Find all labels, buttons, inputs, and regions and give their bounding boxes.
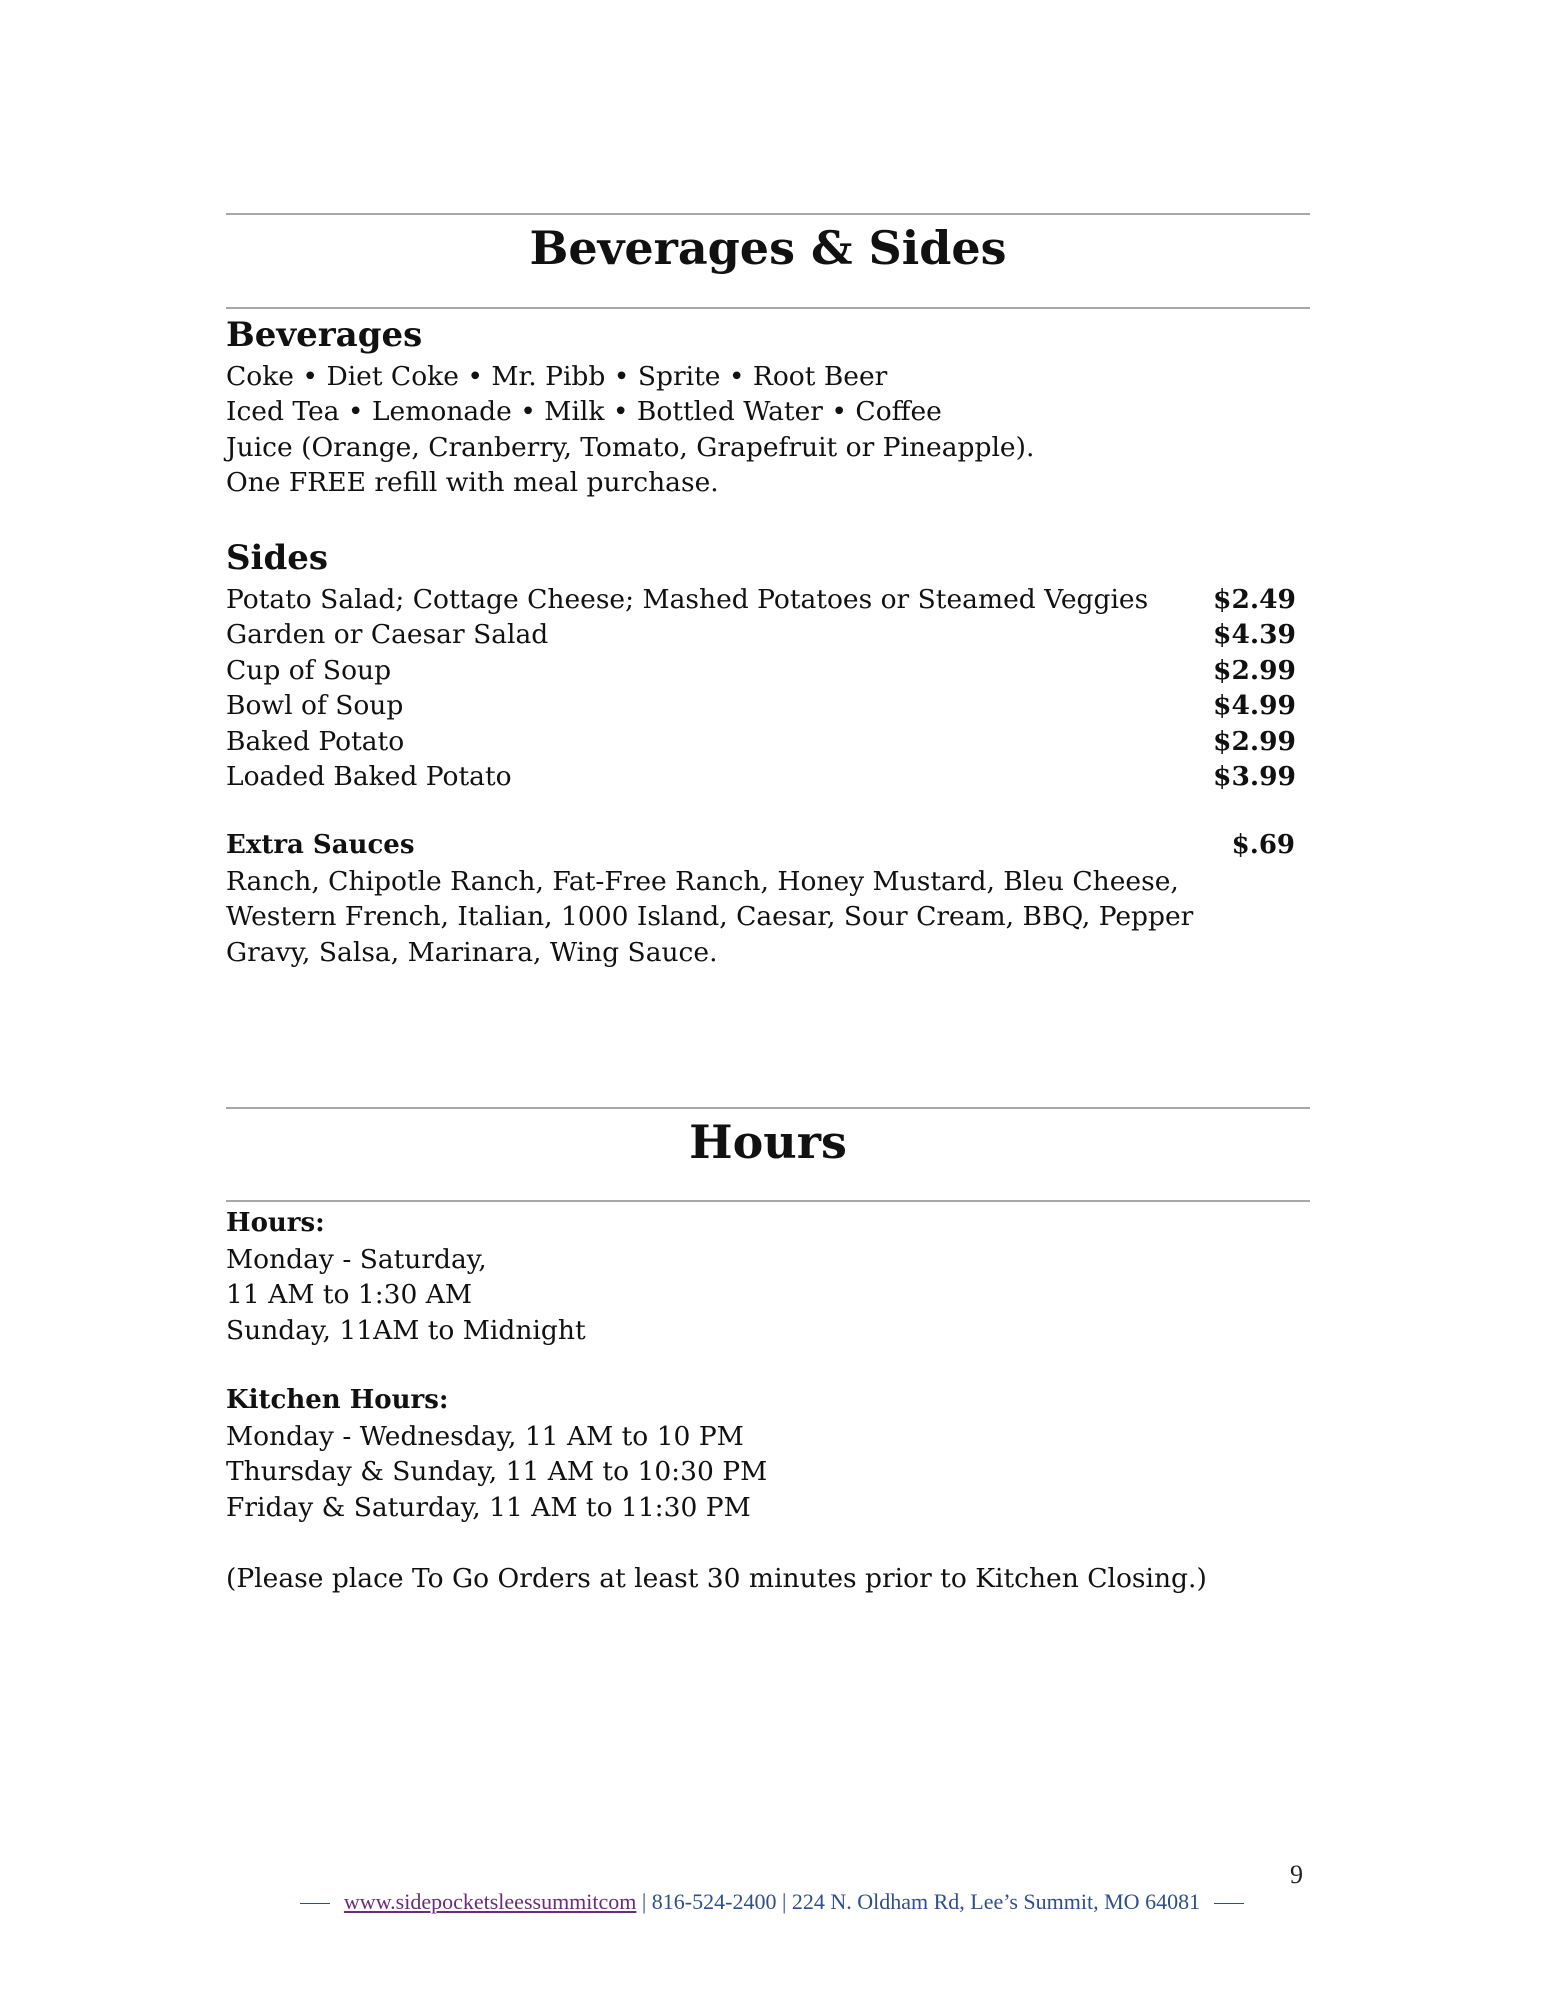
footer-dash: [300, 1903, 330, 1904]
kitchen-hours-line: Thursday & Sunday, 11 AM to 10:30 PM: [226, 1456, 768, 1488]
kitchen-hours-line: Friday & Saturday, 11 AM to 11:30 PM: [226, 1491, 751, 1523]
extra-sauces-heading: Extra Sauces: [226, 830, 415, 860]
kitchen-hours-heading: Kitchen Hours:: [226, 1385, 449, 1415]
section-title-hours: Hours: [689, 1115, 847, 1169]
item-name: Baked Potato: [226, 725, 405, 757]
item-name: Garden or Caesar Salad: [226, 619, 549, 651]
hours-line: Sunday, 11AM to Midnight: [226, 1314, 586, 1346]
item-price: $4.39: [1213, 619, 1296, 651]
sauce-line: Western French, Italian, 1000 Island, Caesar, Sour Cream, BBQ, Pepper: [226, 901, 1194, 933]
item-name: Bowl of Soup: [226, 690, 404, 722]
sides-list: [226, 582, 1326, 794]
item-price: $4.99: [1213, 690, 1296, 722]
item-price: $2.49: [1213, 584, 1296, 615]
footer-contact: | 816-524-2400 | 224 N. Oldham Rd, Lee’s Summit, MO 64081: [636, 1889, 1201, 1914]
website-link[interactable]: www.sidepocketsleessummitcom: [343, 1889, 637, 1914]
item-name: Cup of Soup: [226, 654, 392, 686]
item-price: $3.99: [1213, 760, 1296, 792]
list-item: [226, 688, 1296, 723]
to-go-note: [226, 1561, 1326, 1596]
beverage-line: Iced Tea • Lemonade • Milk • Bottled Water • Coffee: [226, 396, 942, 428]
item-name: Potato Salad; Cottage Cheese; Mashed Potatoes or Steamed Veggies: [226, 584, 1149, 615]
kitchen-hours-line: Monday - Wednesday, 11 AM to 10 PM: [226, 1421, 744, 1452]
divider: [226, 1200, 1310, 1202]
page-number: 9: [1290, 1860, 1303, 1889]
list-item: [226, 759, 1296, 794]
list-item: [226, 653, 1296, 688]
list-item: [226, 724, 1296, 759]
hours-line: Monday - Saturday,: [226, 1244, 487, 1275]
beverage-line: Coke • Diet Coke • Mr. Pibb • Sprite • Root Beer: [226, 361, 888, 392]
beverages-heading: Beverages: [226, 315, 423, 355]
sides-heading: Sides: [226, 538, 329, 578]
section-title-beverages-sides: Beverages & Sides: [529, 221, 1007, 275]
list-item: [226, 582, 1296, 617]
beverage-line: Juice (Orange, Cranberry, Tomato, Grapefruit or Pineapple).: [226, 431, 1035, 463]
sauces-list: [226, 864, 1326, 970]
divider: [226, 307, 1310, 309]
extra-sauces-price: $.69: [1231, 830, 1295, 860]
list-item: [226, 617, 1296, 652]
footer: [212, 1887, 1332, 1917]
divider: [226, 213, 1310, 215]
hours-list: [226, 1242, 1326, 1348]
kitchen-hours-list: [226, 1419, 1326, 1525]
item-name: Loaded Baked Potato: [226, 760, 512, 792]
footer-dash: [1214, 1903, 1244, 1904]
sauce-line: Ranch, Chipotle Ranch, Fat-Free Ranch, Honey Mustard, Bleu Cheese,: [226, 866, 1179, 897]
item-price: $2.99: [1213, 725, 1296, 757]
beverage-line: One FREE refill with meal purchase.: [226, 467, 719, 499]
hours-line: 11 AM to 1:30 AM: [226, 1279, 473, 1311]
divider: [226, 1107, 1310, 1109]
item-price: $2.99: [1213, 654, 1296, 686]
beverages-list: [226, 359, 1326, 501]
sauce-line: Gravy, Salsa, Marinara, Wing Sauce.: [226, 936, 718, 968]
hours-heading: Hours:: [226, 1208, 325, 1238]
note-text: (Please place To Go Orders at least 30 minutes prior to Kitchen Closing.): [226, 1563, 1207, 1594]
